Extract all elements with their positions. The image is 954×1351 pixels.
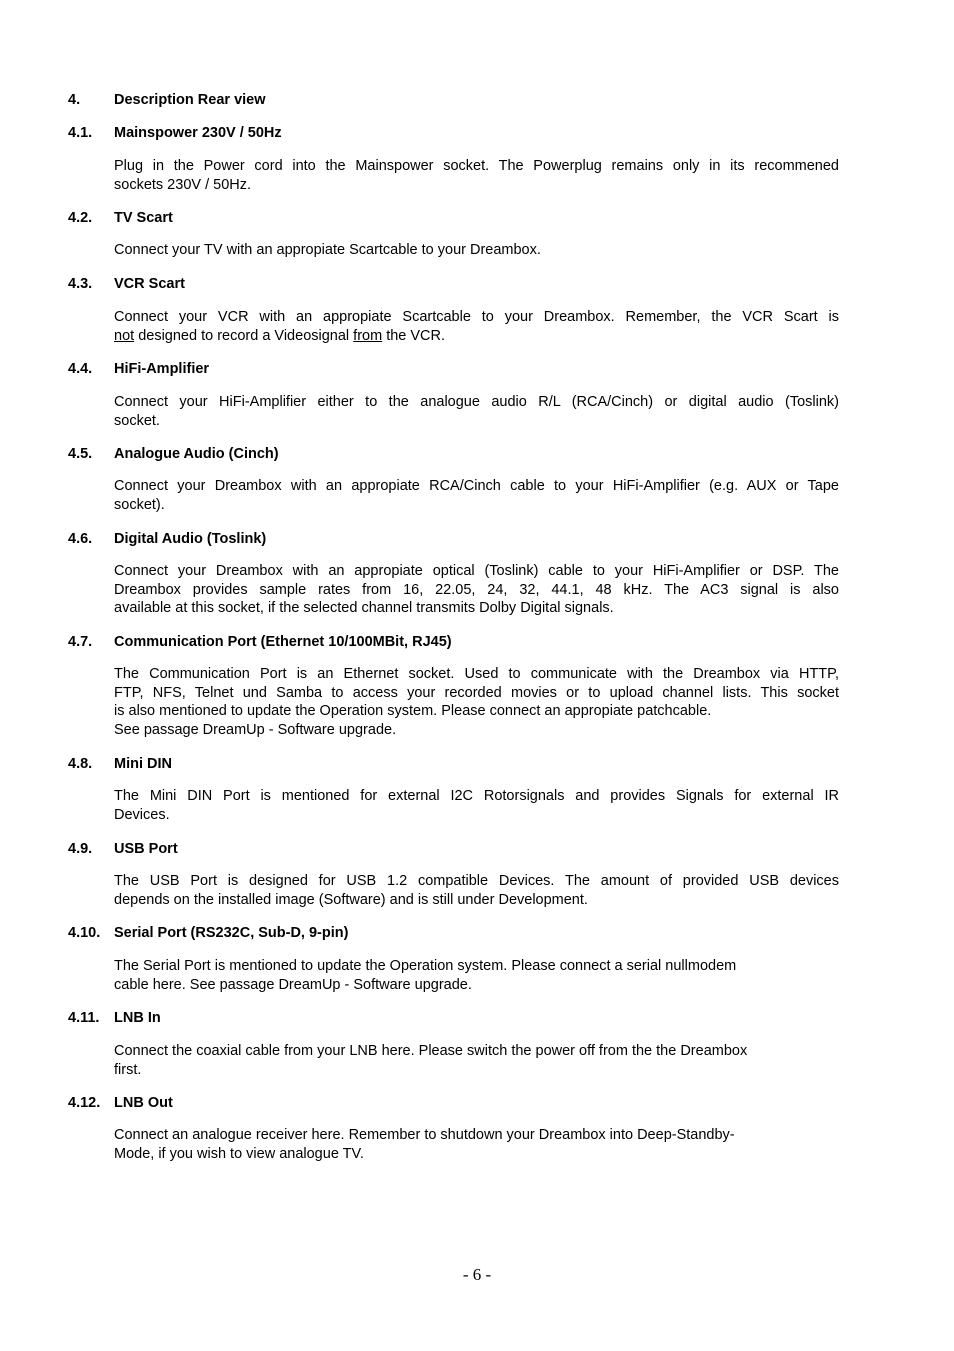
section-heading	[68, 633, 452, 651]
section-title: HiFi-Amplifier	[114, 361, 210, 377]
section-body	[114, 241, 839, 260]
section-heading	[68, 275, 185, 293]
body-text: the VCR.	[382, 327, 446, 344]
body-line: Connect your Dreambox with an appropiate RCA/Cinch cable to your HiFi-Amplifier (e.g. AUX or Tape	[114, 478, 839, 494]
section-title: USB Port	[114, 841, 178, 857]
section-number: 4.2.	[68, 210, 93, 226]
section-body	[114, 1126, 839, 1163]
section-body	[114, 157, 839, 194]
underlined-word: from	[353, 327, 383, 344]
section-body	[114, 308, 839, 345]
section-number: 4.11.	[68, 1010, 100, 1026]
body-line: The Communication Port is an Ethernet socket. Used to communicate with the Dreambox via HTTP,	[114, 666, 839, 682]
section-heading	[68, 360, 209, 378]
section-body	[114, 562, 839, 618]
body-line: The USB Port is designed for USB 1.2 compatible Devices. The amount of provided USB devices	[114, 873, 839, 889]
section-heading	[68, 91, 266, 109]
section-title: Mini DIN	[114, 756, 172, 772]
body-line: Mode, if you wish to view analogue TV.	[114, 1145, 364, 1162]
underlined-word: not	[114, 327, 135, 344]
body-line: Connect your HiFi-Amplifier either to the analogue audio R/L (RCA/Cinch) or digital audio (Toslink)	[114, 394, 839, 410]
body-line: socket.	[114, 412, 160, 429]
section-heading	[68, 755, 172, 773]
section-body	[114, 872, 839, 909]
section-body	[114, 787, 839, 824]
body-line: depends on the installed image (Software) and is still under Development.	[114, 891, 588, 908]
section-heading	[68, 124, 282, 142]
section-body	[114, 665, 839, 739]
section-title: Serial Port (RS232C, Sub-D, 9-pin)	[114, 925, 349, 941]
body-line: Connect your VCR with an appropiate Scartcable to your Dreambox. Remember, the VCR Scart is	[114, 309, 839, 325]
body-line: is also mentioned to update the Operation system. Please connect an appropiate patchcable.	[114, 703, 712, 719]
body-line: Dreambox provides sample rates from 16, 22.05, 24, 32, 44.1, 48 kHz. The AC3 signal is also	[114, 581, 839, 598]
section-number: 4.6.	[68, 531, 93, 547]
section-heading	[68, 1094, 173, 1112]
section-heading	[68, 209, 173, 227]
section-number: 4.	[68, 92, 81, 108]
body-line	[114, 327, 839, 346]
body-line: Connect your Dreambox with an appropiate optical (Toslink) cable to your HiFi-Amplifier or DSP. The	[114, 563, 839, 579]
section-title: Communication Port (Ethernet 10/100MBit, RJ45)	[114, 634, 452, 650]
section-heading	[68, 1009, 161, 1027]
section-body	[114, 1042, 839, 1079]
section-number: 4.3.	[68, 276, 93, 292]
section-number: 4.4.	[68, 361, 93, 377]
section-title: Digital Audio (Toslink)	[114, 531, 267, 547]
section-number: 4.5.	[68, 446, 93, 462]
section-title: LNB Out	[114, 1095, 173, 1111]
body-line: Devices.	[114, 806, 170, 823]
body-line: The Serial Port is mentioned to update the Operation system. Please connect a serial nullmodem	[114, 958, 737, 974]
section-number: 4.10.	[68, 925, 101, 941]
page-number: - 6 -	[462, 1265, 492, 1284]
section-number: 4.12.	[68, 1095, 101, 1111]
section-number: 4.9.	[68, 841, 93, 857]
body-line: socket).	[114, 496, 165, 513]
section-body	[114, 393, 839, 430]
section-title: Description Rear view	[114, 92, 266, 108]
section-heading	[68, 530, 266, 548]
section-number: 4.7.	[68, 634, 93, 650]
body-line: See passage DreamUp - Software upgrade.	[114, 721, 397, 738]
section-heading	[68, 445, 279, 463]
body-line: Connect the coaxial cable from your LNB here. Please switch the power off from the the Dreambox	[114, 1043, 748, 1059]
section-number: 4.8.	[68, 756, 93, 772]
body-line: sockets 230V / 50Hz.	[114, 176, 252, 193]
body-line: FTP, NFS, Telnet und Samba to access your recorded movies or to upload channel lists. This socket	[114, 684, 839, 701]
body-line: first.	[114, 1061, 142, 1078]
body-line: The Mini DIN Port is mentioned for external I2C Rotorsignals and provides Signals for external IR	[114, 788, 839, 804]
body-line: Connect your TV with an appropiate Scartcable to your Dreambox.	[114, 242, 541, 258]
section-title: LNB In	[114, 1010, 161, 1026]
section-title: VCR Scart	[114, 276, 185, 292]
section-heading	[68, 924, 348, 942]
body-line: Connect an analogue receiver here. Remember to shutdown your Dreambox into Deep-Standby-	[114, 1127, 735, 1143]
section-title: Analogue Audio (Cinch)	[114, 446, 279, 462]
body-line: available at this socket, if the selected channel transmits Dolby Digital signals.	[114, 600, 614, 616]
section-title: Mainspower 230V / 50Hz	[114, 125, 282, 141]
body-line: cable here. See passage DreamUp - Software upgrade.	[114, 976, 472, 993]
section-heading	[68, 840, 178, 858]
section-body	[114, 957, 839, 994]
body-text: designed to record a Videosignal	[134, 327, 354, 344]
section-number: 4.1.	[68, 125, 93, 141]
body-line: Plug in the Power cord into the Mainspower socket. The Powerplug remains only in its recommened	[114, 158, 839, 174]
section-title: TV Scart	[114, 210, 173, 226]
section-body	[114, 477, 839, 514]
